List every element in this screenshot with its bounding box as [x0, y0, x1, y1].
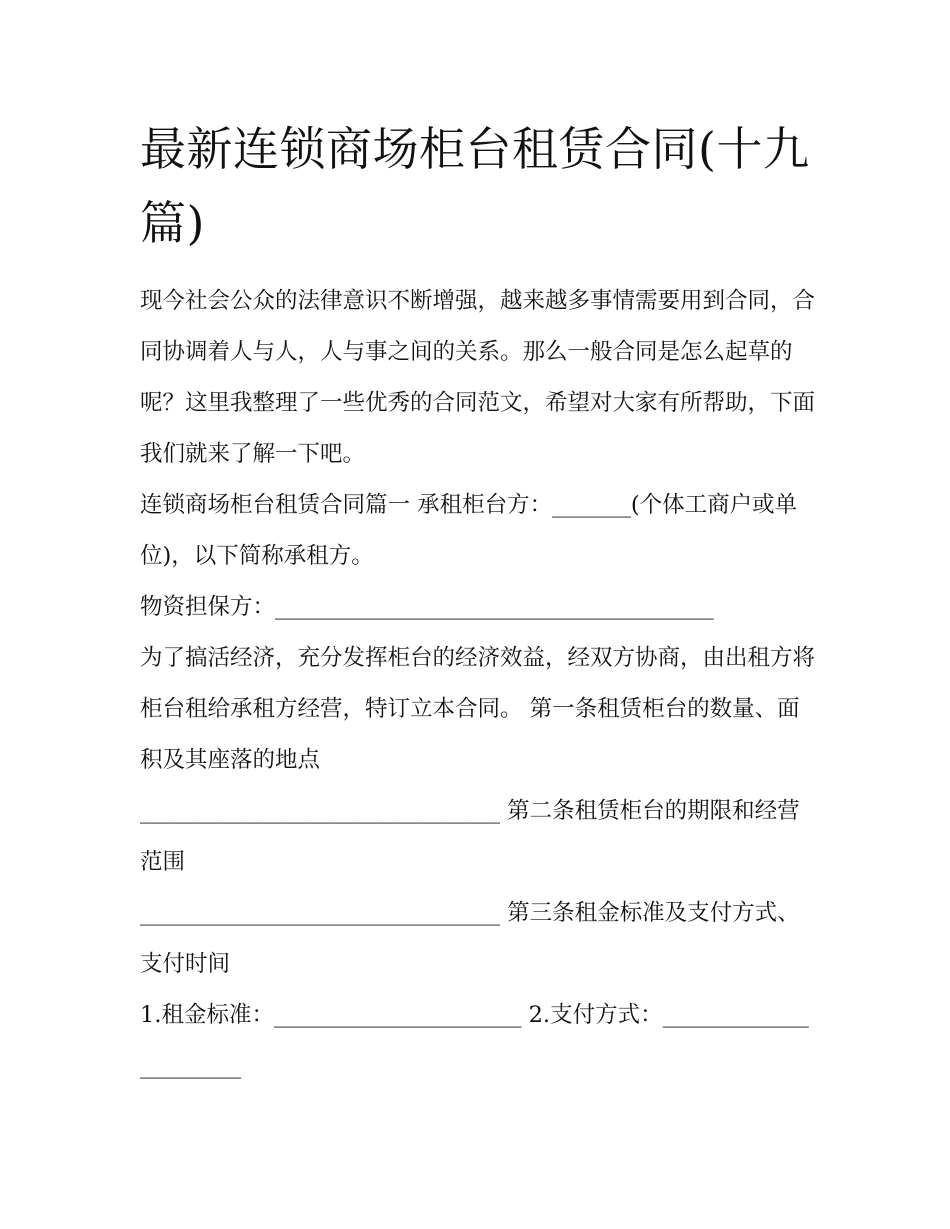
article-three-paragraph: ________________________________ 第三条租金标准及支付方式、支付时间	[140, 900, 800, 977]
article-two-paragraph: ________________________________ 第二条租赁柜台的期限和经营范围	[140, 798, 800, 875]
guarantor-paragraph: 物资担保方：_______________________________________	[140, 594, 714, 620]
rent-terms-paragraph: 1.租金标准：______________________ 2.支付方式：______________________	[140, 1002, 809, 1079]
document-body	[140, 112, 816, 1092]
purpose-paragraph: 为了搞活经济，充分发挥柜台的经济效益，经双方协商，由出租方将柜台租给承租方经营，特订立本合同。 第一条租赁柜台的数量、面积及其座落的地点	[140, 645, 816, 773]
lessee-paragraph: 连锁商场柜台租赁合同篇一 承租柜台方：_______(个体工商户或单位)，以下简称承租方。	[140, 492, 798, 569]
document-title: 最新连锁商场柜台租赁合同(十九篇)	[140, 122, 810, 250]
intro-paragraph: 现今社会公众的法律意识不断增强，越来越多事情需要用到合同，合同协调着人与人，人与事之间的关系。那么一般合同是怎么起草的呢？这里我整理了一些优秀的合同范文，希望对大家有所帮助，下面我们就来了解一下吧。	[140, 288, 816, 467]
